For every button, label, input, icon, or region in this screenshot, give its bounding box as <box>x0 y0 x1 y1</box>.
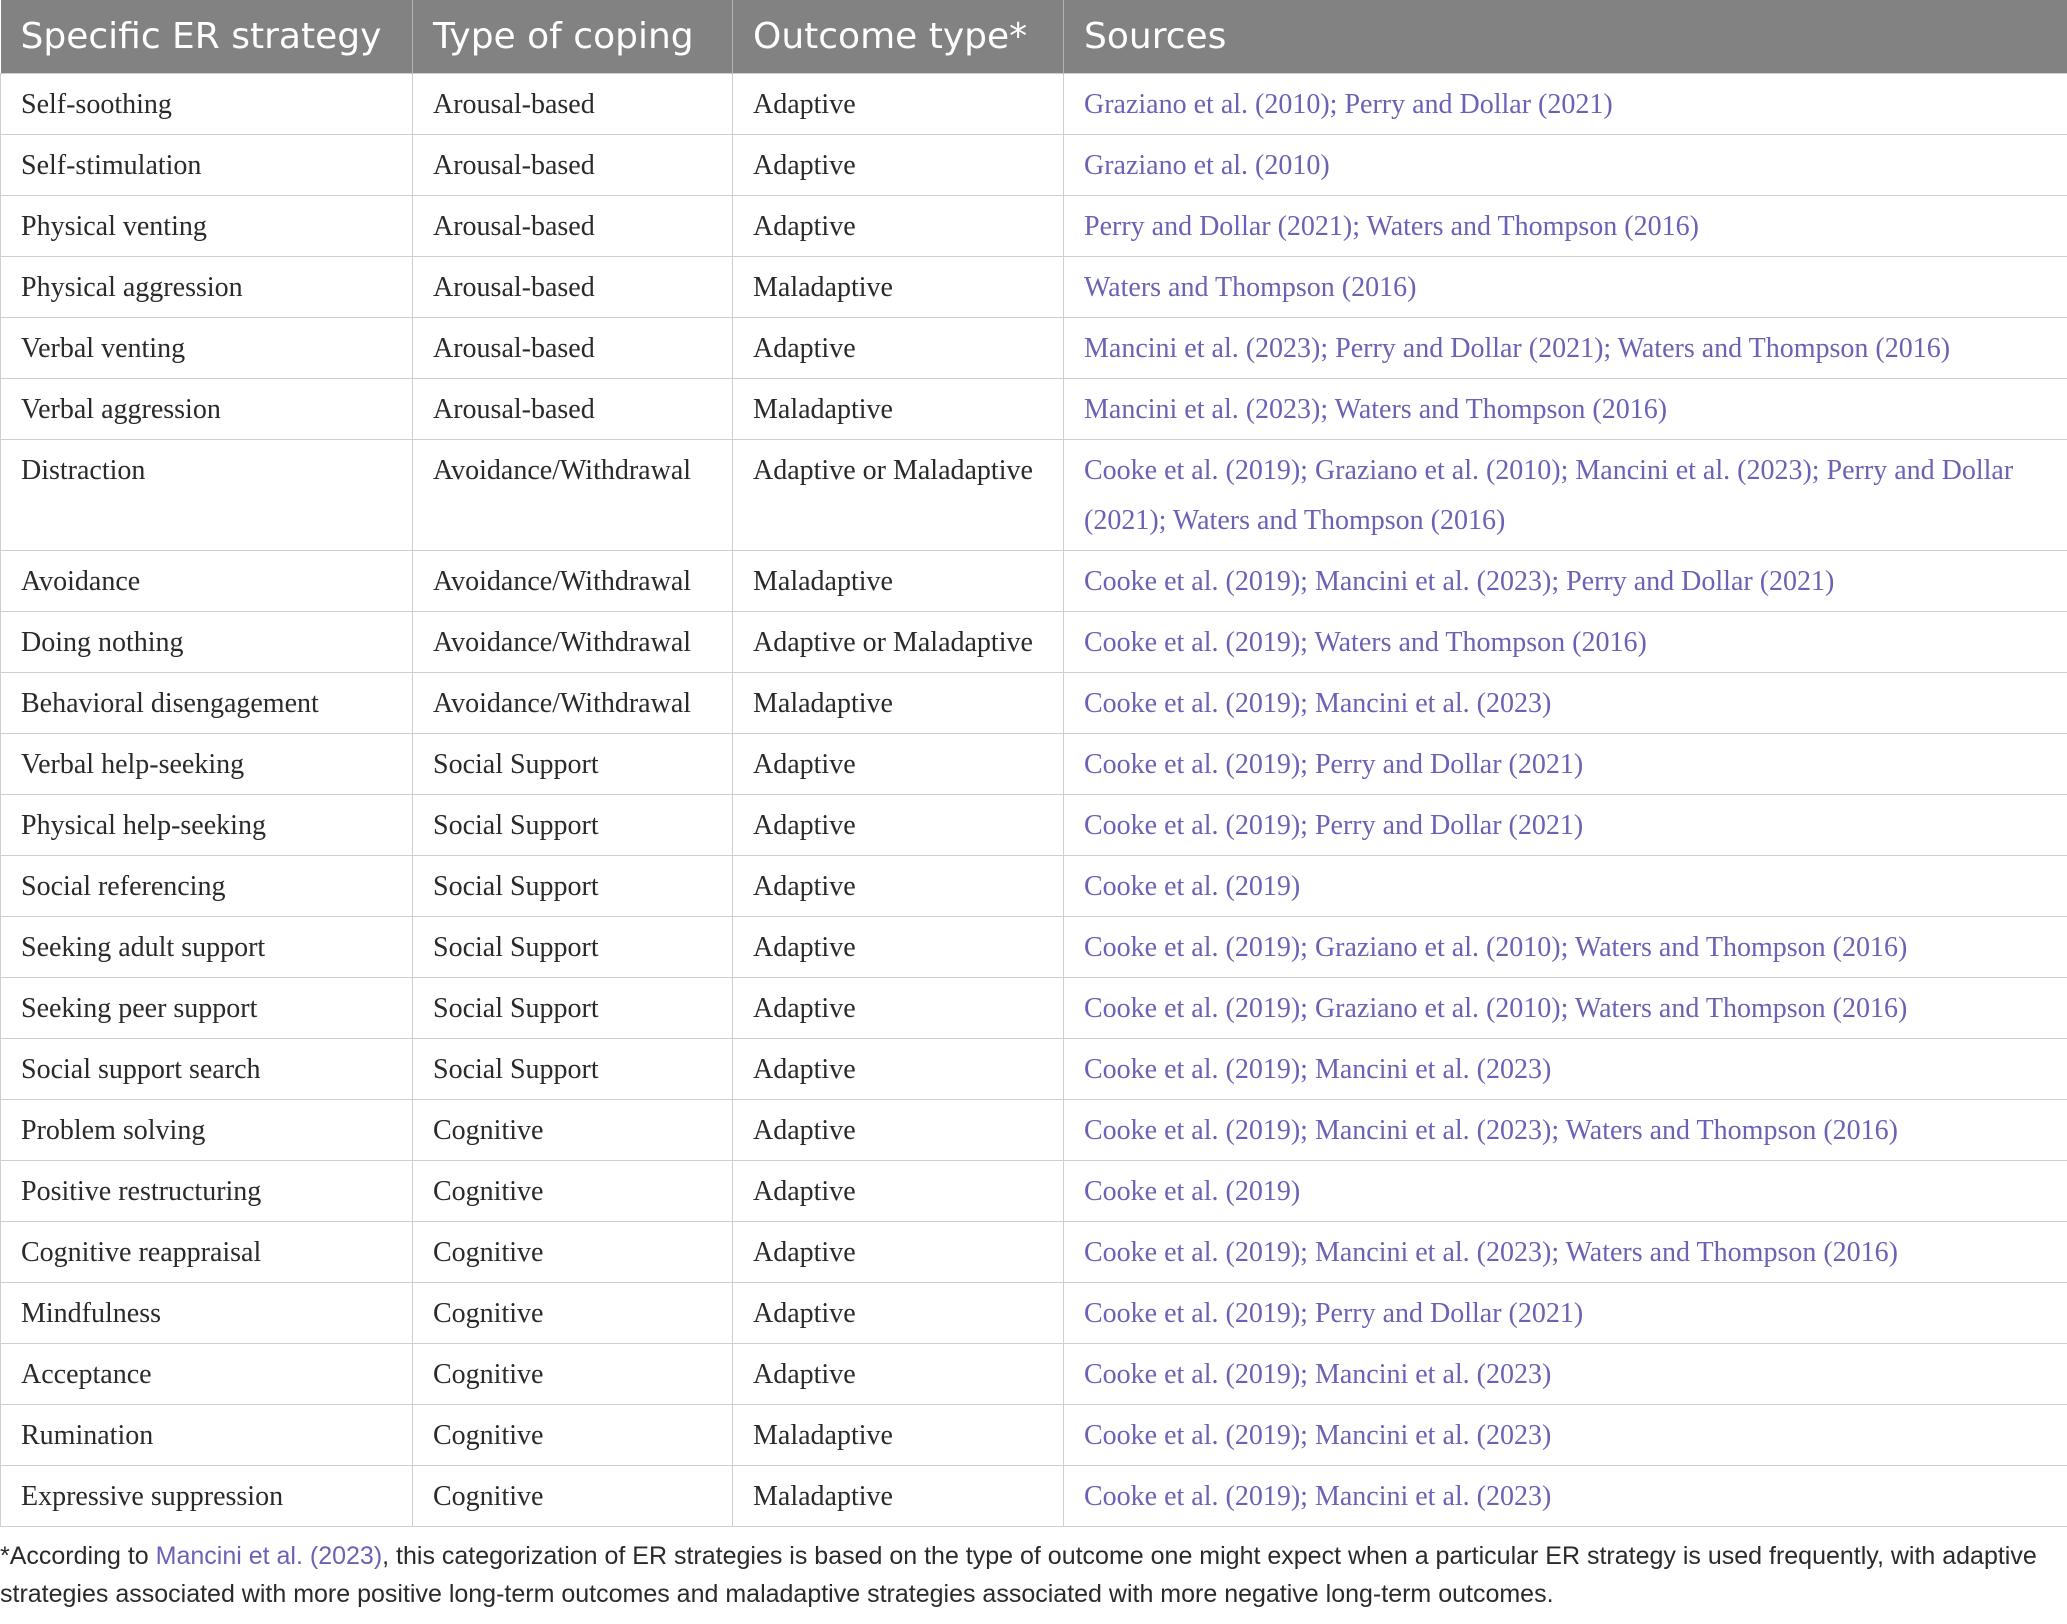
cell-strategy: Self-soothing <box>1 73 413 134</box>
cell-coping: Arousal-based <box>413 317 733 378</box>
cell-sources-link[interactable]: Cooke et al. (2019); Mancini et al. (2023) <box>1064 1465 2067 1526</box>
table-row <box>1 1160 2067 1221</box>
table-row <box>1 1038 2067 1099</box>
header-row <box>1 0 2067 73</box>
table-row <box>1 439 2067 550</box>
table-row <box>1 73 2067 134</box>
cell-coping: Social Support <box>413 794 733 855</box>
footnote-prefix: *According to <box>0 1542 156 1570</box>
cell-sources-link[interactable]: Graziano et al. (2010) <box>1064 134 2067 195</box>
table-row <box>1 550 2067 611</box>
cell-outcome: Adaptive <box>733 1343 1064 1404</box>
cell-sources-link[interactable]: Cooke et al. (2019); Mancini et al. (2023); Waters and Thompson (2016) <box>1064 1221 2067 1282</box>
cell-outcome: Maladaptive <box>733 1404 1064 1465</box>
table-row <box>1 672 2067 733</box>
cell-coping: Arousal-based <box>413 378 733 439</box>
table-row <box>1 1099 2067 1160</box>
cell-outcome: Adaptive <box>733 1282 1064 1343</box>
cell-strategy: Rumination <box>1 1404 413 1465</box>
table-row <box>1 1465 2067 1526</box>
header-sources: Sources <box>1064 0 2067 73</box>
cell-strategy: Problem solving <box>1 1099 413 1160</box>
header-outcome: Outcome type* <box>733 0 1064 73</box>
cell-sources-link[interactable]: Cooke et al. (2019); Graziano et al. (2010); Waters and Thompson (2016) <box>1064 916 2067 977</box>
table-row <box>1 134 2067 195</box>
table-row <box>1 611 2067 672</box>
cell-sources-link[interactable]: Cooke et al. (2019) <box>1064 1160 2067 1221</box>
cell-strategy: Acceptance <box>1 1343 413 1404</box>
cell-outcome: Adaptive <box>733 733 1064 794</box>
cell-outcome: Adaptive <box>733 195 1064 256</box>
cell-sources-link[interactable]: Perry and Dollar (2021); Waters and Thompson (2016) <box>1064 195 2067 256</box>
cell-strategy: Social referencing <box>1 855 413 916</box>
cell-strategy: Physical help-seeking <box>1 794 413 855</box>
cell-outcome: Maladaptive <box>733 1465 1064 1526</box>
cell-sources-link[interactable]: Mancini et al. (2023); Waters and Thompson (2016) <box>1064 378 2067 439</box>
cell-coping: Arousal-based <box>413 256 733 317</box>
cell-outcome: Adaptive <box>733 1038 1064 1099</box>
cell-coping: Avoidance/Withdrawal <box>413 550 733 611</box>
cell-coping: Cognitive <box>413 1465 733 1526</box>
cell-outcome: Adaptive or Maladaptive <box>733 439 1064 550</box>
cell-strategy: Expressive suppression <box>1 1465 413 1526</box>
cell-strategy: Physical aggression <box>1 256 413 317</box>
cell-strategy: Distraction <box>1 439 413 550</box>
cell-sources-link[interactable]: Cooke et al. (2019); Mancini et al. (2023) <box>1064 1038 2067 1099</box>
cell-strategy: Self-stimulation <box>1 134 413 195</box>
cell-strategy: Seeking adult support <box>1 916 413 977</box>
cell-strategy: Doing nothing <box>1 611 413 672</box>
cell-sources-link[interactable]: Cooke et al. (2019); Graziano et al. (2010); Waters and Thompson (2016) <box>1064 977 2067 1038</box>
cell-strategy: Seeking peer support <box>1 977 413 1038</box>
cell-coping: Arousal-based <box>413 195 733 256</box>
cell-coping: Cognitive <box>413 1282 733 1343</box>
table-row <box>1 1282 2067 1343</box>
cell-coping: Cognitive <box>413 1099 733 1160</box>
table-row <box>1 794 2067 855</box>
cell-strategy: Mindfulness <box>1 1282 413 1343</box>
cell-coping: Social Support <box>413 1038 733 1099</box>
cell-outcome: Adaptive <box>733 1221 1064 1282</box>
cell-sources-link[interactable]: Cooke et al. (2019); Mancini et al. (2023) <box>1064 672 2067 733</box>
cell-coping: Cognitive <box>413 1343 733 1404</box>
table-row <box>1 733 2067 794</box>
table-header <box>1 0 2067 73</box>
cell-outcome: Adaptive <box>733 1099 1064 1160</box>
table-body <box>1 73 2067 1526</box>
cell-strategy: Physical venting <box>1 195 413 256</box>
cell-sources-link[interactable]: Cooke et al. (2019); Mancini et al. (2023) <box>1064 1404 2067 1465</box>
header-strategy: Specific ER strategy <box>1 0 413 73</box>
cell-strategy: Positive restructuring <box>1 1160 413 1221</box>
table-row <box>1 916 2067 977</box>
cell-strategy: Verbal venting <box>1 317 413 378</box>
cell-coping: Cognitive <box>413 1404 733 1465</box>
cell-coping: Arousal-based <box>413 134 733 195</box>
cell-outcome: Adaptive <box>733 317 1064 378</box>
cell-strategy: Behavioral disengagement <box>1 672 413 733</box>
cell-coping: Avoidance/Withdrawal <box>413 439 733 550</box>
cell-outcome: Maladaptive <box>733 550 1064 611</box>
cell-sources-link[interactable]: Graziano et al. (2010); Perry and Dollar (2021) <box>1064 73 2067 134</box>
footnote-suffix: , this categorization of ER strategies is based on the type of outcome one might expect when a particular ER strategy is used frequently, with adaptive strategies associated with more positive long-term outcomes and maladaptive strategies associated with more negative long-term outcomes. <box>0 1542 2037 1608</box>
cell-sources-link[interactable]: Cooke et al. (2019); Perry and Dollar (2021) <box>1064 733 2067 794</box>
cell-coping: Social Support <box>413 855 733 916</box>
cell-sources-link[interactable]: Cooke et al. (2019); Waters and Thompson (2016) <box>1064 611 2067 672</box>
table-row <box>1 1404 2067 1465</box>
cell-coping: Cognitive <box>413 1160 733 1221</box>
table-row <box>1 1343 2067 1404</box>
cell-coping: Social Support <box>413 733 733 794</box>
cell-coping: Avoidance/Withdrawal <box>413 672 733 733</box>
table-row <box>1 256 2067 317</box>
cell-outcome: Adaptive <box>733 855 1064 916</box>
cell-outcome: Adaptive <box>733 916 1064 977</box>
table-row <box>1 977 2067 1038</box>
cell-outcome: Adaptive <box>733 794 1064 855</box>
table-row <box>1 1221 2067 1282</box>
table-row <box>1 855 2067 916</box>
cell-sources-link[interactable]: Cooke et al. (2019); Perry and Dollar (2021) <box>1064 794 2067 855</box>
cell-coping: Social Support <box>413 977 733 1038</box>
cell-sources-link[interactable]: Waters and Thompson (2016) <box>1064 256 2067 317</box>
table-row <box>1 317 2067 378</box>
header-coping: Type of coping <box>413 0 733 73</box>
cell-outcome: Adaptive or Maladaptive <box>733 611 1064 672</box>
cell-coping: Arousal-based <box>413 73 733 134</box>
cell-strategy: Verbal aggression <box>1 378 413 439</box>
cell-strategy: Avoidance <box>1 550 413 611</box>
cell-strategy: Verbal help-seeking <box>1 733 413 794</box>
cell-outcome: Adaptive <box>733 134 1064 195</box>
footnote-citation-link[interactable]: Mancini et al. (2023) <box>155 1542 383 1570</box>
cell-outcome: Adaptive <box>733 977 1064 1038</box>
table-footnote <box>0 1537 2040 1613</box>
cell-sources-link[interactable]: Mancini et al. (2023); Perry and Dollar (2021); Waters and Thompson (2016) <box>1064 317 2067 378</box>
cell-outcome: Maladaptive <box>733 672 1064 733</box>
cell-coping: Avoidance/Withdrawal <box>413 611 733 672</box>
cell-strategy: Social support search <box>1 1038 413 1099</box>
table-row <box>1 195 2067 256</box>
cell-sources-link[interactable]: Cooke et al. (2019); Perry and Dollar (2021) <box>1064 1282 2067 1343</box>
cell-outcome: Maladaptive <box>733 378 1064 439</box>
cell-sources-link[interactable]: Cooke et al. (2019) <box>1064 855 2067 916</box>
cell-outcome: Adaptive <box>733 73 1064 134</box>
cell-outcome: Adaptive <box>733 1160 1064 1221</box>
cell-sources-link[interactable]: Cooke et al. (2019); Mancini et al. (2023); Waters and Thompson (2016) <box>1064 1099 2067 1160</box>
cell-coping: Cognitive <box>413 1221 733 1282</box>
cell-strategy: Cognitive reappraisal <box>1 1221 413 1282</box>
cell-outcome: Maladaptive <box>733 256 1064 317</box>
cell-sources-link[interactable]: Cooke et al. (2019); Graziano et al. (2010); Mancini et al. (2023); Perry and Dollar (2021); Waters and Thompson (2016) <box>1064 439 2067 550</box>
table-row <box>1 378 2067 439</box>
cell-sources-link[interactable]: Cooke et al. (2019); Mancini et al. (2023); Perry and Dollar (2021) <box>1064 550 2067 611</box>
cell-coping: Social Support <box>413 916 733 977</box>
cell-sources-link[interactable]: Cooke et al. (2019); Mancini et al. (2023) <box>1064 1343 2067 1404</box>
